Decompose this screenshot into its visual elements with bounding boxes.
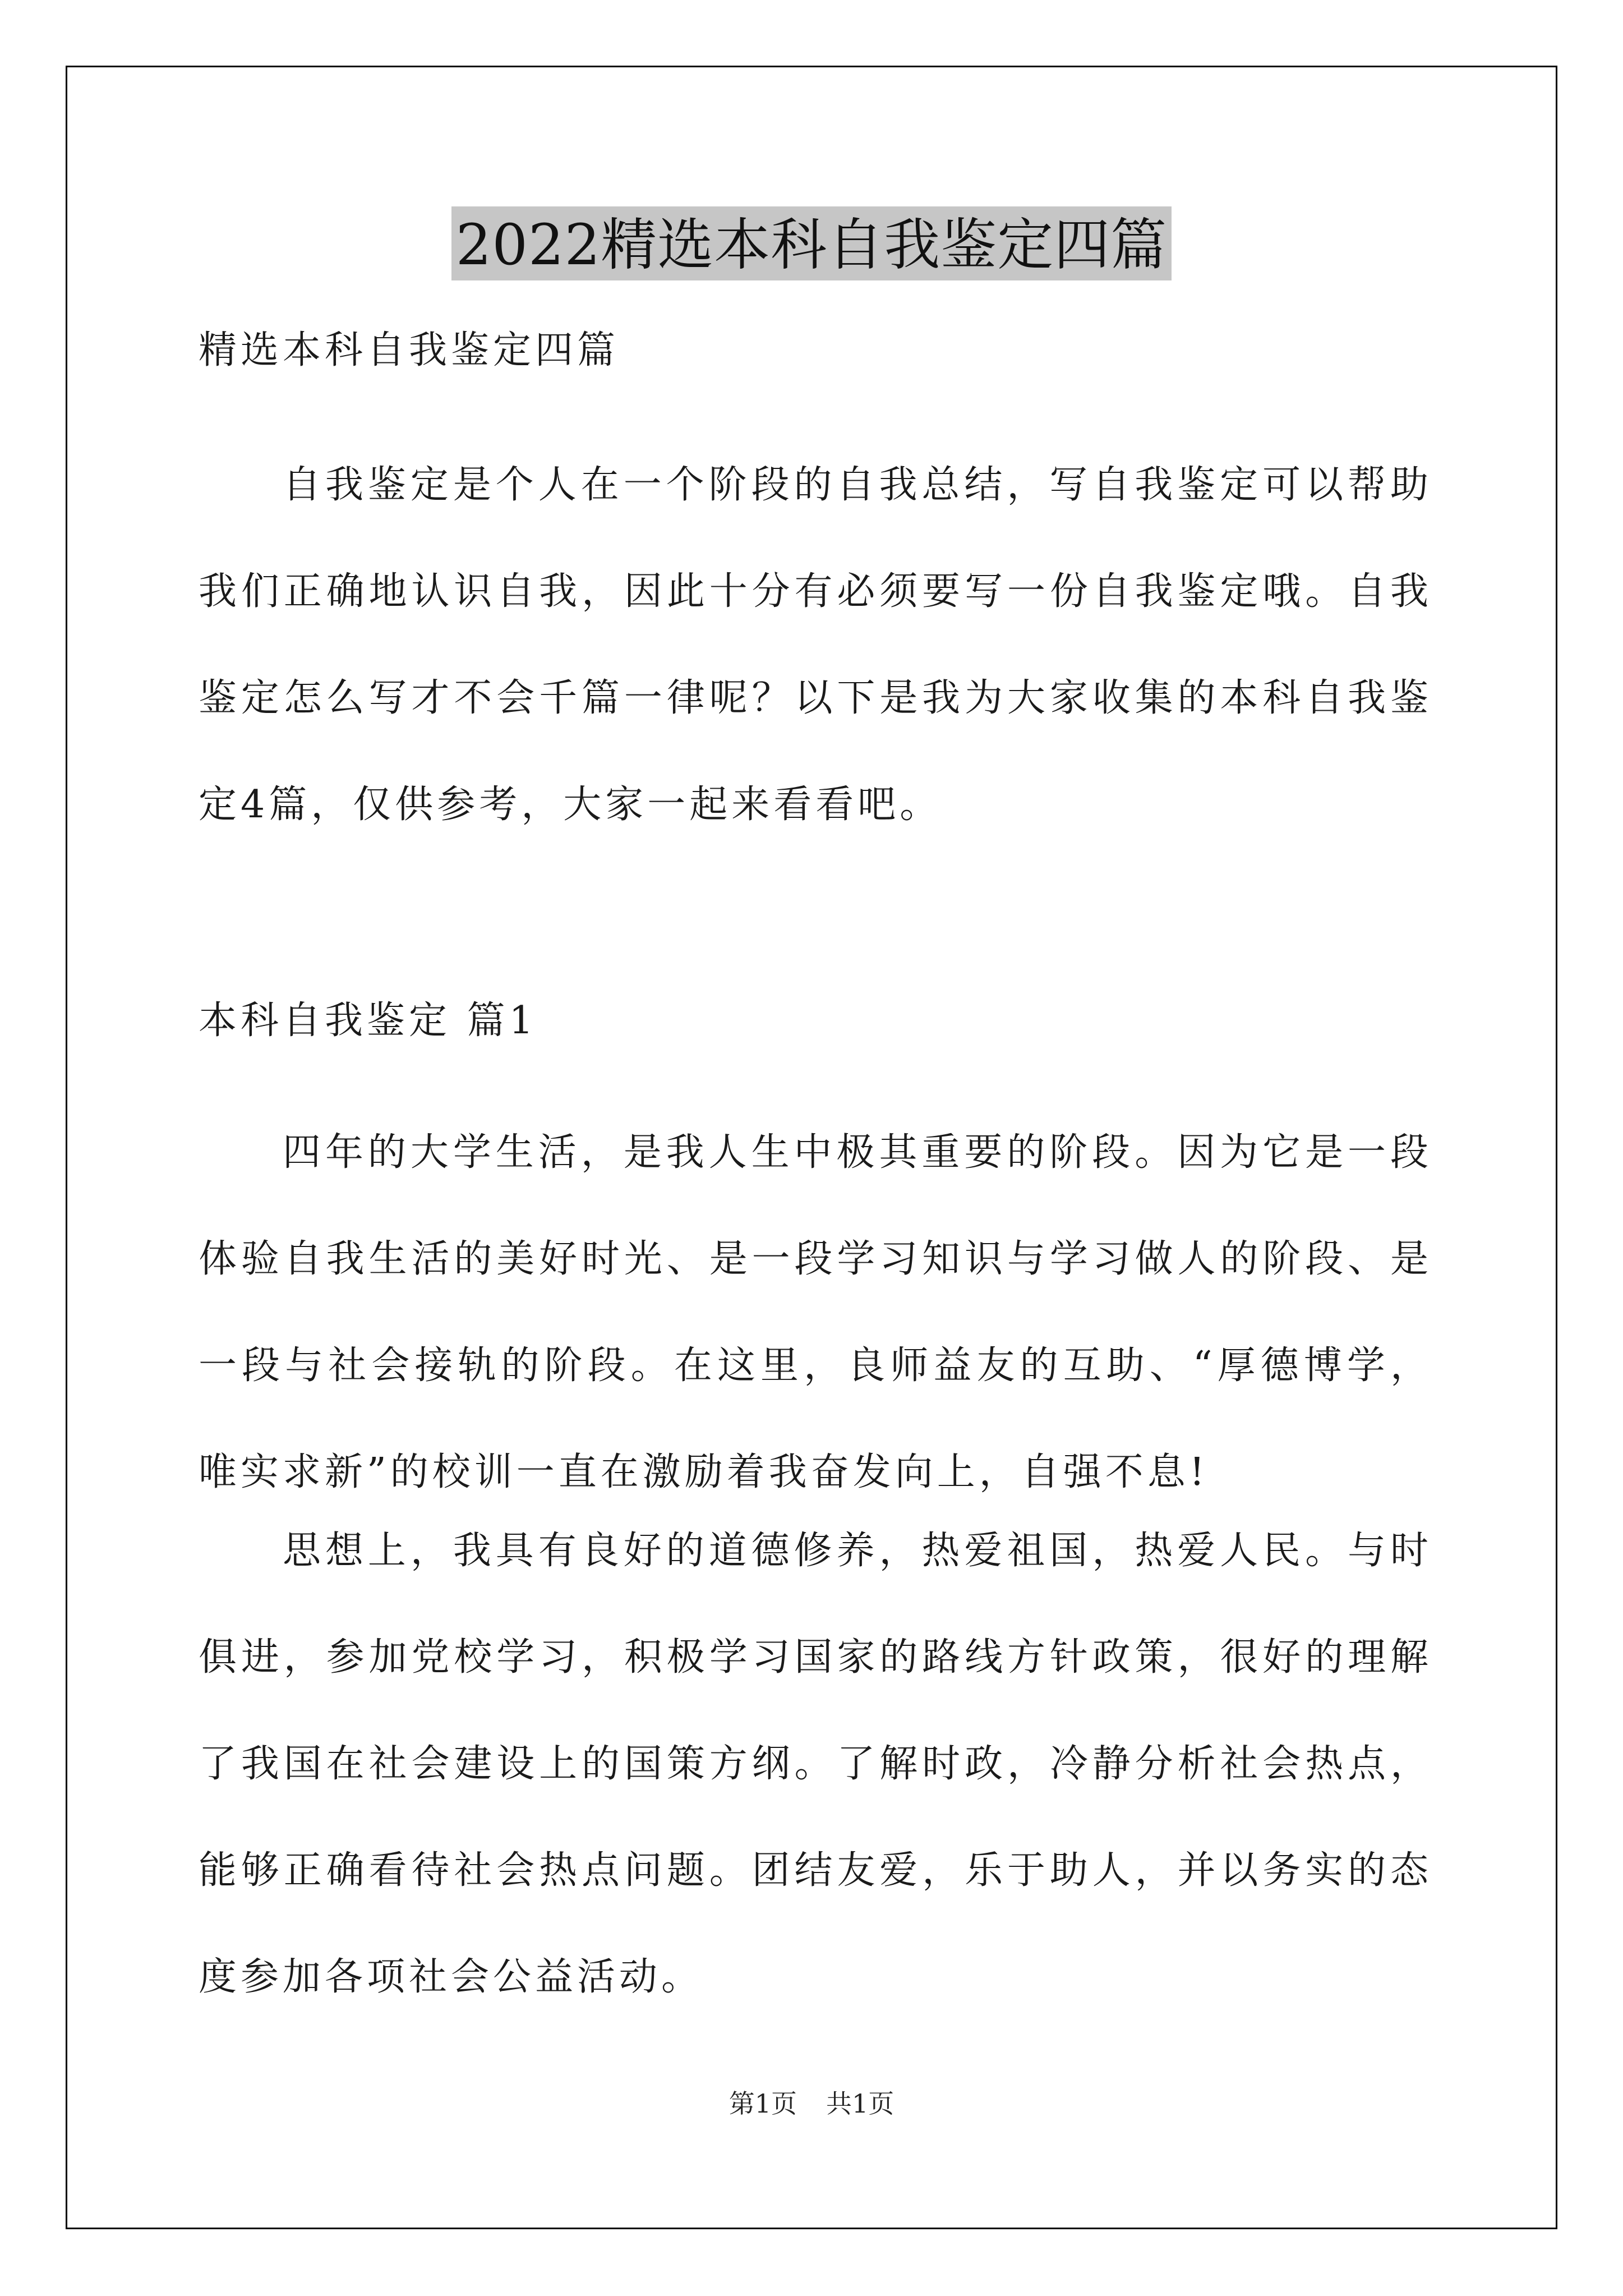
section-heading: 本科自我鉴定 篇1 xyxy=(199,999,537,1043)
body-paragraph-1: 四年的大学生活，是我人生中极其重要的阶段。因为它是一段体验自我生活的美好时光、是一段学习知识与学习做人的阶段、是一段与社会接轨的阶段。在这里，良师益友的互助、“厚德博学，唯实求新”的校训一直在激励着我奋发向上，自强不息! xyxy=(199,1130,1433,1494)
document-title: 2022精选本科自我鉴定四篇 xyxy=(451,206,1172,280)
title-container xyxy=(0,206,1623,280)
page-total: 共1页 xyxy=(826,2088,895,2119)
intro-paragraph: 自我鉴定是个人在一个阶段的自我总结，写自我鉴定可以帮助我们正确地认识自我，因此十分有必须要写一份自我鉴定哦。自我鉴定怎么写才不会千篇一律呢？以下是我为大家收集的本科自我鉴定4篇，仅供参考，大家一起来看看吧。 xyxy=(199,463,1432,827)
document-subtitle: 精选本科自我鉴定四篇 xyxy=(199,328,620,372)
page-footer xyxy=(0,2087,1623,2120)
page-number: 第1页 xyxy=(728,2088,797,2119)
body-paragraph-2: 思想上，我具有良好的道德修养，热爱祖国，热爱人民。与时俱进，参加党校学习，积极学习国家的路线方针政策，很好的理解了我国在社会建设上的国策方纲。了解时政，冷静分析社会热点，能够正确看待社会热点问题。团结友爱，乐于助人，并以务实的态度参加各项社会公益活动。 xyxy=(199,1529,1432,1999)
